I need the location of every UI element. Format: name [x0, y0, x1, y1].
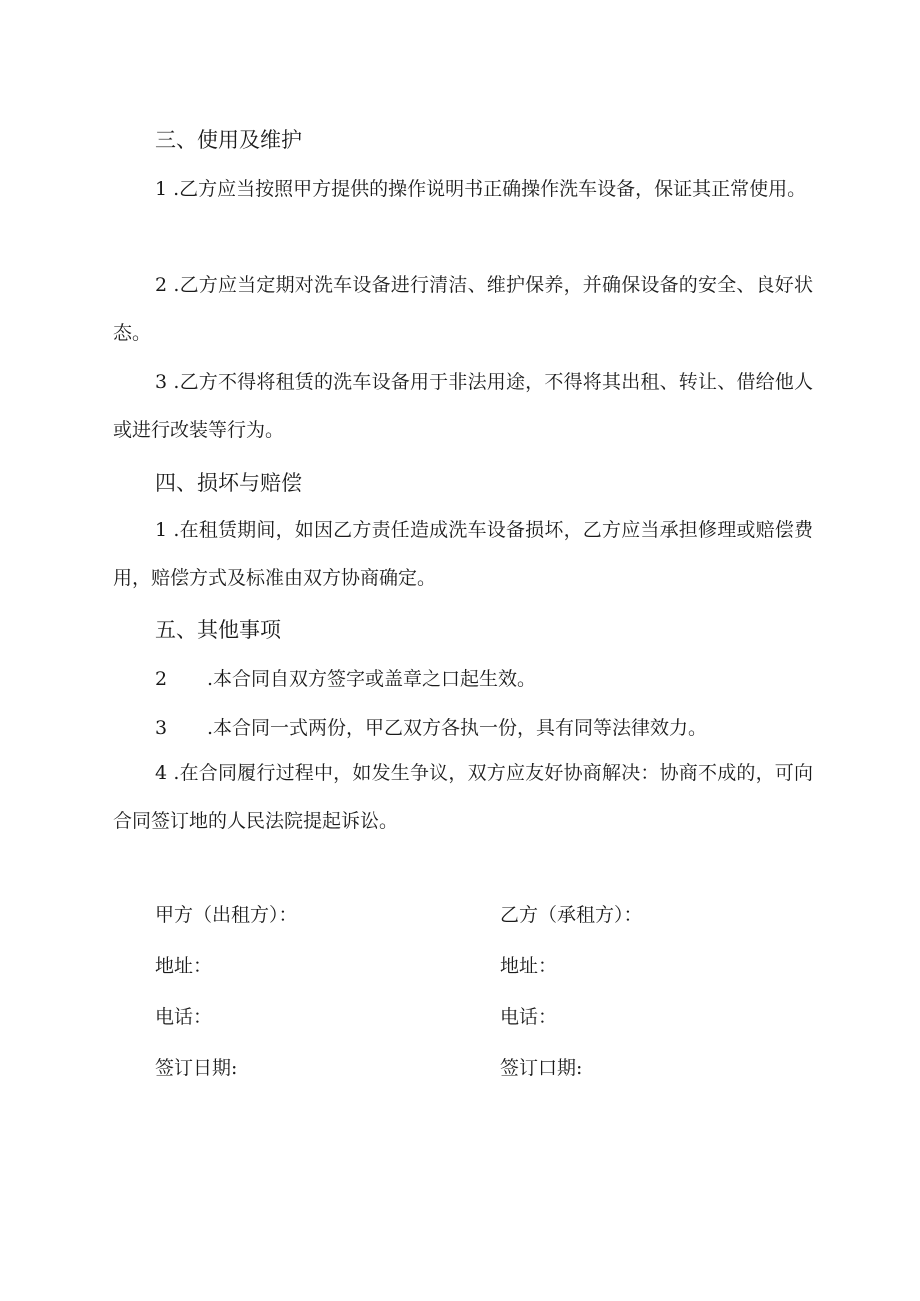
item-number: 3	[155, 717, 168, 739]
party-b-address: 地址：	[500, 955, 558, 977]
party-a-address: 地址：	[155, 955, 213, 977]
section-4-heading: 四、损坏与赔偿	[155, 471, 302, 495]
section-4-item-1: 1 .在租赁期间，如因乙方责任造成洗车设备损坏，乙方应当承担修理或赔偿费用，赔偿方式及标准由双方协商确定。	[113, 519, 813, 589]
party-b-date: 签订口期:	[500, 1057, 583, 1079]
section-5-item-2	[155, 664, 536, 691]
party-a-title: 甲方（出租方）：	[155, 904, 298, 926]
party-b-phone: 电话：	[500, 1006, 558, 1028]
party-a-date: 签订日期:	[155, 1057, 238, 1079]
section-5-item-3	[155, 713, 707, 740]
section-5-item-4: 4 .在合同履行过程中，如发生争议，双方应友好协商解决：协商不成的，可向合同签订地的人民法院提起诉讼。	[113, 762, 813, 832]
item-number: 2	[155, 668, 168, 690]
section-3-heading: 三、使用及维护	[155, 128, 302, 152]
party-b-title: 乙方（承租方）：	[500, 904, 643, 926]
item-text: .本合同自双方签字或盖章之口起生效。	[207, 668, 537, 690]
section-3-item-3: 3 .乙方不得将租赁的洗车设备用于非法用途，不得将其出租、转让、借给他人或进行改装等行为。	[113, 371, 813, 441]
item-text: .本合同一式两份，甲乙双方各执一份，具有同等法律效力。	[207, 717, 708, 739]
party-a-phone: 电话：	[155, 1006, 213, 1028]
section-3-item-2: 2 .乙方应当定期对洗车设备进行清洁、维护保养，并确保设备的安全、良好状态。	[113, 274, 813, 344]
section-5-heading: 五、其他事项	[155, 618, 281, 642]
section-3-item-1: 1 .乙方应当按照甲方提供的操作说明书正确操作洗车设备，保证其正常使用。	[155, 178, 807, 200]
